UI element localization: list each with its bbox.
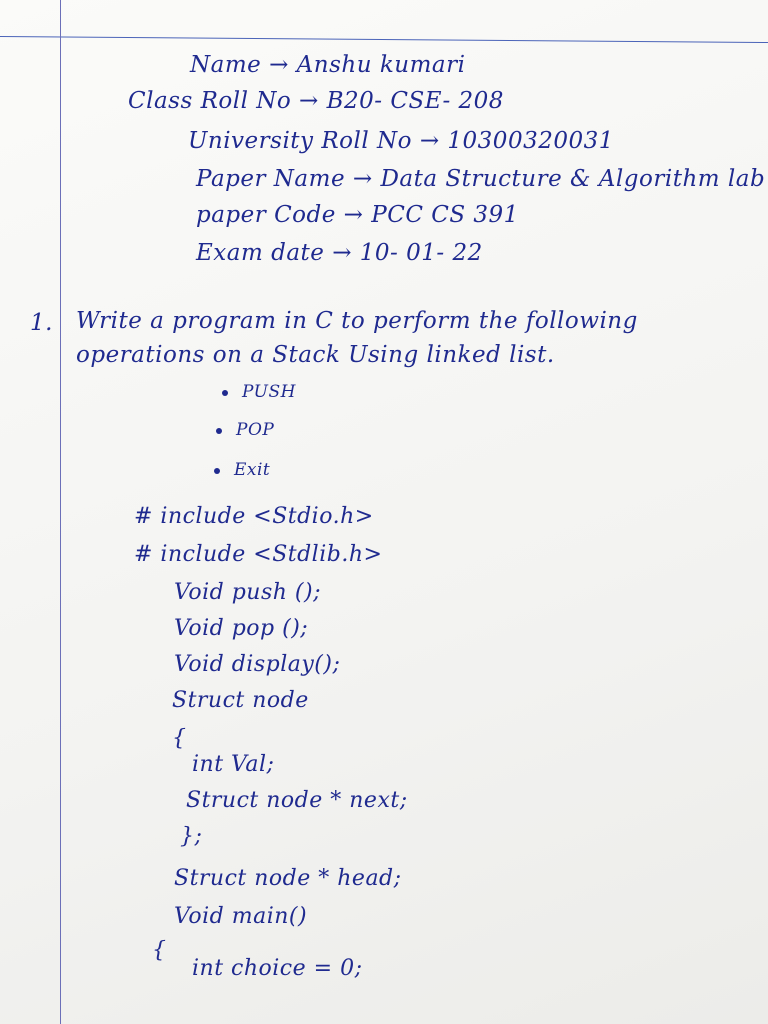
- code-line: # include <Stdio.h>: [134, 504, 374, 529]
- left-margin-line: [60, 0, 61, 1024]
- question-line-1: Write a program in C to perform the following: [76, 308, 638, 334]
- bullet-item: [214, 460, 270, 480]
- paper-name: Paper Name → Data Structure & Algorithm lab: [196, 166, 766, 192]
- code-line: Void pop ();: [174, 616, 309, 641]
- exam-date: Exam date → 10- 01- 22: [196, 240, 483, 266]
- code-line: Struct node * next;: [186, 788, 408, 813]
- code-line: # include <Stdlib.h>: [134, 542, 383, 567]
- bullet-label: POP: [236, 420, 275, 440]
- code-line: int Val;: [192, 752, 275, 777]
- code-line: Void display();: [174, 652, 341, 677]
- code-line: int choice = 0;: [192, 956, 363, 981]
- question-line-2: operations on a Stack Using linked list.: [76, 342, 555, 368]
- bullet-dot-icon: [214, 468, 220, 474]
- bullet-dot-icon: [216, 428, 222, 434]
- bullet-label: PUSH: [242, 382, 296, 402]
- student-name: Name → Anshu kumari: [190, 52, 466, 78]
- bullet-dot-icon: [222, 390, 228, 396]
- paper-code: paper Code → PCC CS 391: [196, 202, 519, 228]
- class-roll-number: Class Roll No → B20- CSE- 208: [128, 88, 504, 114]
- code-line: Void push ();: [174, 580, 322, 605]
- question-number: 1.: [30, 310, 53, 336]
- bullet-item: [216, 420, 274, 440]
- bullet-label: Exit: [234, 460, 271, 480]
- code-line: };: [180, 824, 203, 849]
- code-line: Struct node: [172, 688, 309, 713]
- code-line: Void main(): [174, 904, 308, 929]
- bullet-item: [222, 382, 296, 402]
- code-line: {: [172, 726, 187, 751]
- code-line: Struct node * head;: [174, 866, 402, 891]
- code-line: {: [152, 938, 167, 963]
- university-roll-number: University Roll No → 10300320031: [188, 128, 614, 154]
- top-margin-line: [0, 36, 768, 43]
